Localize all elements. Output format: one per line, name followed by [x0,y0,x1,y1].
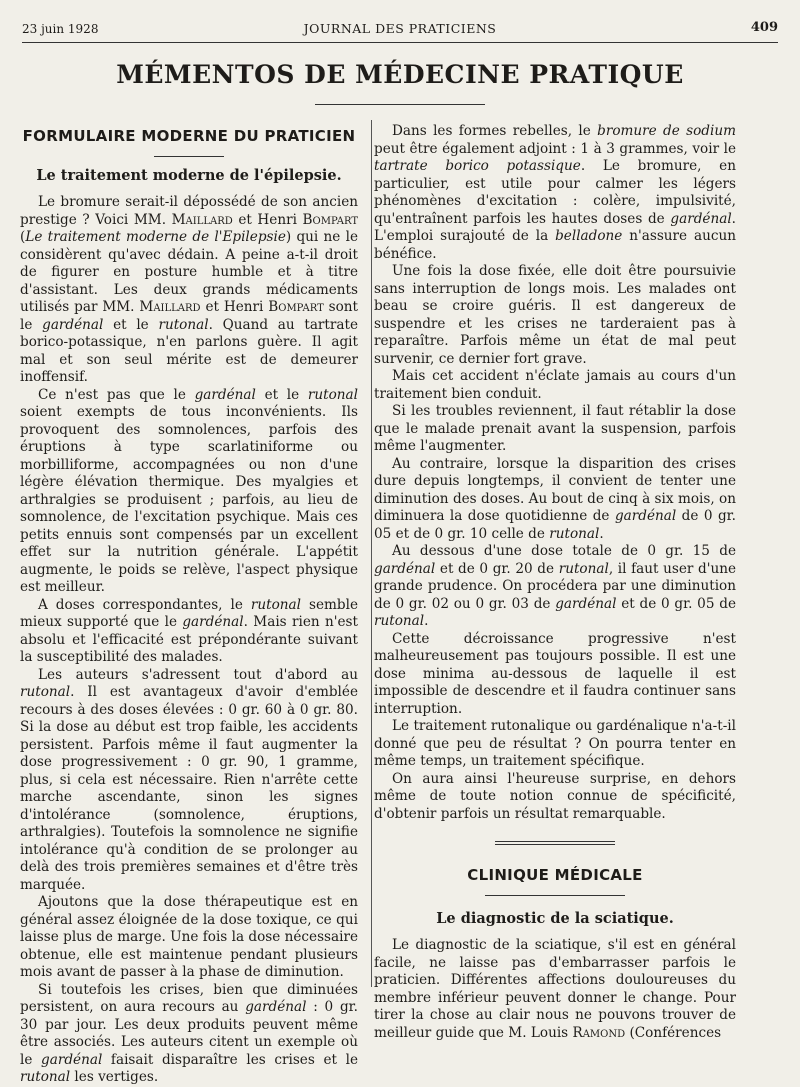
author-name: Maillard [139,299,201,315]
italic-term: rutonal [158,316,209,333]
italic-term: rutonal [374,613,425,629]
title-rule [315,104,485,105]
paragraph [374,937,736,1042]
text-run: . [424,613,429,629]
paragraph [20,194,358,387]
text-run: . Il est avantageux d'avoir d'emblée recours à des doses élevées : 0 gr. 60 à 0 gr. 80. Si la dose au début est trop faible, les accidents persistent. Parfois même il faut augmenter la dose progressivement : 0 gr. 90, 1 gramme, plus, si cela est nécessaire. Rien n'arrête cette marche ascendante, sinon les signes d'intolérance (somnolence, éruptions, arthralgies). Toutefois la somnolence ne signifie intolérance qu'à condition de se prolonger au delà des trois premières semaines et d'être très marquée. [20,684,358,893]
paragraph [374,543,736,631]
text-run: A doses correspondantes, le [38,596,251,613]
text-run: ( [20,229,26,245]
italic-term: gardénal [245,999,307,1015]
italic-term: gardénal [41,1051,103,1068]
italic-term: rutonal [549,525,600,542]
text-run: Dans les formes rebelles, le [392,123,598,139]
italic-term: Le traitement moderne de l'Epilepsie [25,229,286,245]
paragraph [20,667,358,895]
italic-term: belladone [555,228,623,244]
article-body-epilepsie [20,194,358,1087]
italic-term: gardénal [614,508,677,524]
italic-term: rutonal [20,1069,71,1085]
text-run: Le traitement rutonalique ou gardénalique n'a-t-il donné que peu de résultat ? On pourra tenter en même temps, un traitement spécifique. [374,718,736,769]
text-run: Mais cet accident n'éclate jamais au cours d'un traitement bien conduit. [374,368,736,402]
article-title-epilepsie: Le traitement moderne de l'épilepsie. [36,166,342,184]
text-run: ) qui ne le considèrent qu'avec dédain. A peine a-t-il droit de figurer en posture humble et à titre d'assistant. Les deux grands médicaments utilisés par MM. [20,229,358,315]
italic-term: rutonal [558,560,609,577]
article-body-sciatique [374,937,736,1042]
column-divider [371,120,372,987]
text-run: et Henri [200,299,269,315]
right-column [374,123,736,1042]
text-run: Ajoutons que la dose thérapeutique est en général assez éloignée de la dose toxique, ce qui laisse plus de marge. Une fois la dose nécessaire obtenue, elle est maintenue pendant plusieurs mois avant de passer à la phase de diminution. [20,894,359,980]
header-rule [22,42,778,43]
running-header [22,20,778,40]
paragraph [20,597,358,667]
paragraph [374,771,736,824]
text-run: On aura ainsi l'heureuse surprise, en dehors même de toute notion connue de spécificité, d'obtenir parfois un résultat remarquable. [374,770,736,822]
text-run: faisait disparaître les crises et le [102,1051,358,1068]
paragraph [374,263,736,368]
italic-term: gardénal [194,386,256,403]
text-run: Si toutefois les crises, bien que diminuées persistent, on aura recours au [20,981,358,1015]
paragraph [374,718,736,771]
double-rule-separator [495,841,615,845]
text-run: Au dessous d'une dose totale de 0 gr. 15 de [392,543,736,559]
paragraph [374,403,736,456]
text-run: . [599,525,604,542]
italic-term: bromure de sodium [597,123,736,139]
italic-term: gardénal [374,560,436,577]
text-run: Les auteurs s'adressent tout d'abord au [38,666,358,683]
paragraph [20,894,358,982]
page-number: 409 [750,20,778,35]
text-run: soient exempts de tous inconvénients. Ils provoquent des somnolences, parfois des éruptions à type scarlatiniforme ou morbilliforme, accompagnées ou non d'une légère élévation thermique. Des myalgies et arthralgies se produisent ; parfois, au lieu de somnolence, de l'excitation psychique. Mais ces petits ennuis sont compensés par un excellent effet sur la nutrition générale. L'appétit augmente, le poids se relève, l'aspect physique est meilleur. [20,404,358,595]
text-run: Le diagnostic de la sciatique, s'il est en général facile, ne laisse pas d'embarrasser parfois le praticien. Différentes affections douloureuses du membre inférieur peuvent donner le change. Pour tirer la chose au clair nous ne pouvons trouver de meilleur guide que M. Louis [374,937,736,1041]
text-run: . Quand au tartrate borico-potassique, n'en parlons guère. Il agit mal et son seul mérite est de demeurer inoffensif. [20,316,358,385]
page-title: MÉMENTOS DE MÉDECINE PRATIQUE [116,60,684,89]
text-run: sont le [20,299,359,333]
header-date: 23 juin 1928 [22,22,99,36]
text-run: Ce n'est pas que le [38,386,195,403]
text-run: et de 0 gr. 20 de [435,560,559,577]
text-run: Le bromure serait-il dépossédé de son ancien prestige ? Voici MM. [20,194,358,228]
section-heading-formulaire: FORMULAIRE MODERNE DU PRATICIEN [22,127,356,145]
text-run: (Conférences [625,1024,722,1041]
paragraph [374,631,736,719]
paragraph [374,368,736,403]
italic-term: gardénal [670,210,732,227]
section-rule-clinique [485,895,625,896]
section-rule [154,156,224,157]
text-run: peut être également adjoint : 1 à 3 grammes, voir le [374,140,736,157]
text-run: . L'emploi surajouté de la [374,210,736,244]
text-run: Une fois la dose fixée, elle doit être poursuivie sans interruption de longs mois. Les malades ont beau se croire guéris. Il est dangereux de suspendre et les crises ne tarderaient pas à reparaître. Parfois même un état de mal peut survenir, ce dernier fort grave. [374,263,736,367]
paragraph [374,456,736,544]
text-run: de 0 gr. 05 et de 0 gr. 10 celle de [374,508,736,542]
italic-term: gardénal [42,316,104,333]
section-heading-clinique: CLINIQUE MÉDICALE [467,866,643,884]
author-name: Ramond [572,1024,626,1041]
italic-term: rutonal [307,386,358,403]
text-run: . Le bromure, en particulier, est utile pour calmer les légers phénomènes d'excitation : colère, impulsivité, qu'entraînent parfois les hautes doses de [374,158,736,227]
text-run: Cette décroissance progressive n'est malheureusement pas toujours possible. Il est une dose minima au-dessous de laquelle il est impossible de descendre et il faudra continuer sans interruption. [374,630,736,717]
author-name: Maillard [171,211,233,228]
italic-term: gardénal [555,595,617,612]
text-run: : 0 gr. 30 par jour. Les deux produits peuvent même être associés. Les auteurs citent un exemple où le [20,999,358,1068]
left-column [20,124,358,1087]
article-body-epilepsie-continued [374,123,736,823]
text-run: . Mais rien n'est absolu et l'efficacité est prépondérante suivant la susceptibilité des malades. [20,614,358,665]
paragraph [374,123,736,263]
author-name: Bompart [268,299,324,315]
text-run: Si les troubles reviennent, il faut rétablir la dose que le malade prenait avant la suspension, parfois même l'augmenter. [374,403,736,454]
paragraph [20,387,358,597]
italic-term: rutonal [250,596,301,613]
italic-term: rutonal [20,684,71,700]
text-run: et Henri [232,211,303,228]
text-run: n'assure aucun bénéfice. [374,228,736,262]
journal-name: JOURNAL DES PRATICIENS [303,21,497,36]
text-run: , il faut user d'une grande prudence. On procédera par une diminution de 0 gr. 02 ou 0 gr. 03 de [374,560,736,612]
text-run: les vertiges. [70,1069,159,1085]
text-run: semble mieux supporté que le [20,596,358,630]
article-title-sciatique: Le diagnostic de la sciatique. [436,909,674,927]
italic-term: tartrate borico potassique [374,158,581,174]
author-name: Bompart [302,211,358,228]
text-run: Au contraire, lorsque la disparition des crises dure depuis longtemps, il convient de tenter une diminution des doses. Au bout de cinq à six mois, on diminuera la dose quotidienne de [374,455,736,524]
italic-term: gardénal [182,614,244,630]
paragraph [20,982,358,1087]
text-run: et le [103,316,159,333]
text-run: et le [255,386,308,403]
text-run: et de 0 gr. 05 de [616,595,736,612]
